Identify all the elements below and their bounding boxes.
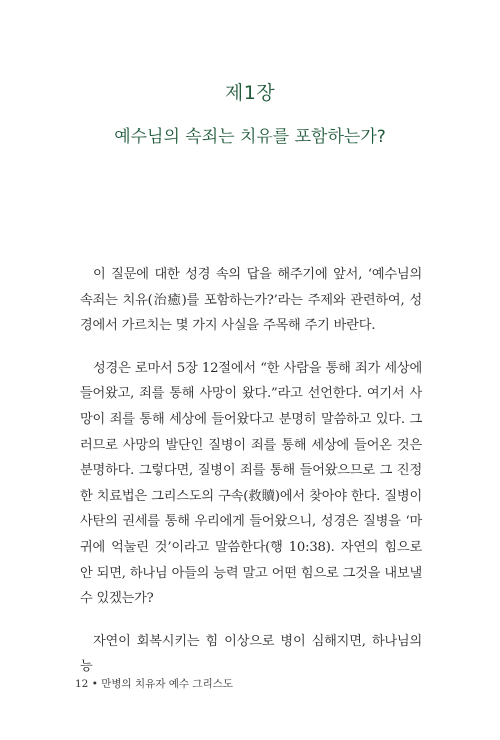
body-text xyxy=(80,262,422,697)
paragraph-continued: 자연이 회복시키는 힘 이상으로 병이 심해지면, 하나님의 능 xyxy=(80,633,422,675)
paragraph-romans: 성경은 로마서 5장 12절에서 “한 사람을 통해 죄가 세상에 들어왔고, 죄를 통해 사망이 왔다.”라고 선언한다. 여기서 사망이 죄를 통해 세상에 들어왔다고 분명히 말씀하고 있다. 그러므로 사망의 발단인 질병이 죄를 통해 세상에 들어온 것은 분명하다. 그렇다면, 질병이 죄를 통해 들어왔으므로 그 진정한 치료법은 그리스도의 구속(救贖)에서 찾아야 한다. 질병이 사탄의 권세를 통해 우리에게 들어왔으니, 성경은 질병을 ‘마귀에 억눌린 것’이라고 말씀한다(행 10:38). 자연의 힘으로 안 되면, 하나님 아들의 능력 말고 어떤 힘으로 그것을 내보낼 수 있겠는가? xyxy=(80,360,422,607)
page-footer xyxy=(75,676,233,691)
footer-separator: • xyxy=(91,678,98,690)
page-number: 12 xyxy=(75,678,89,690)
chapter-title: 예수님의 속죄는 치유를 포함하는가? xyxy=(114,127,386,147)
chapter-number: 제1장 xyxy=(224,82,276,104)
book-title: 만병의 치유자 예수 그리스도 xyxy=(101,678,233,690)
paragraph-intro: 이 질문에 대한 성경 속의 답을 해주기에 앞서, ‘예수님의 속죄는 치유(治癒)를 포함하는가?’라는 주제와 관련하여, 성경에서 가르치는 몇 가지 사실을 주목해 주기 바란다. xyxy=(80,267,422,334)
